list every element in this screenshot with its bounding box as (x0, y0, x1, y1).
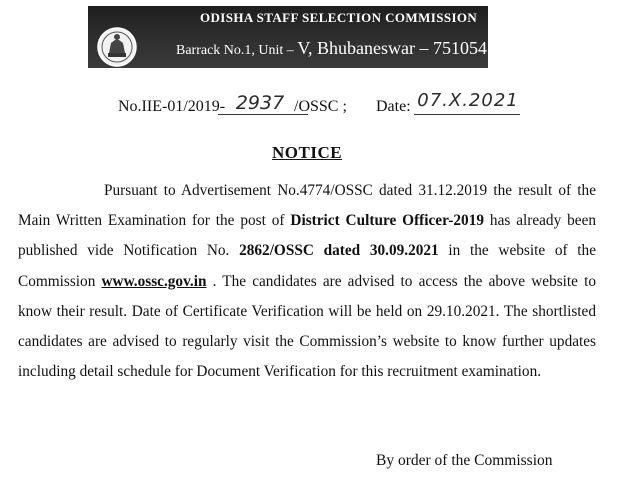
organization-name: ODISHA STAFF SELECTION COMMISSION (200, 10, 478, 25)
reference-suffix: /OSSC ; (294, 98, 347, 115)
date-value: 07.X.2021 (417, 90, 519, 111)
address-prefix: Barrack No.1, Unit – (176, 43, 298, 58)
odisha-state-emblem-icon (96, 26, 138, 68)
reference-line (118, 90, 598, 120)
reference-number: 2937 (235, 92, 285, 114)
notice-paragraph (18, 176, 596, 387)
notification-reference: 2862/OSSC dated 30.09.2021 (239, 242, 439, 260)
notice-heading: NOTICE (272, 143, 343, 162)
reference-prefix: No.IIE-01/2019- (118, 98, 226, 115)
paragraph-text-3: in the website of the Commission (18, 242, 596, 290)
address-main: V, Bhubaneswar – 751054 (297, 38, 487, 58)
paragraph-text-2: has already been published vide Notification No. (18, 212, 597, 260)
notice-body (18, 176, 596, 387)
website-link[interactable]: www.ossc.gov.in (101, 272, 207, 290)
paragraph-text-4: . The candidates are advised to access the above website to know their result. Date of Certificate Verification will be held on 29.10.2021. The shortlisted candidates are advised to regularly visit the Commission’s website to know further updates including detail schedule for Document Verification for this recruitment examination. (18, 272, 596, 381)
post-name: District Culture Officer-2019 (290, 212, 485, 230)
organization-address (176, 38, 487, 59)
date-label: Date: (376, 98, 411, 115)
date-underline (414, 114, 520, 115)
signature-line: By order of the Commission (376, 452, 553, 469)
paragraph-text-1: Pursuant to Advertisement No.4774/OSSC dated 31.12.2019 the result of the Main Written Examination for the post of (18, 182, 596, 230)
